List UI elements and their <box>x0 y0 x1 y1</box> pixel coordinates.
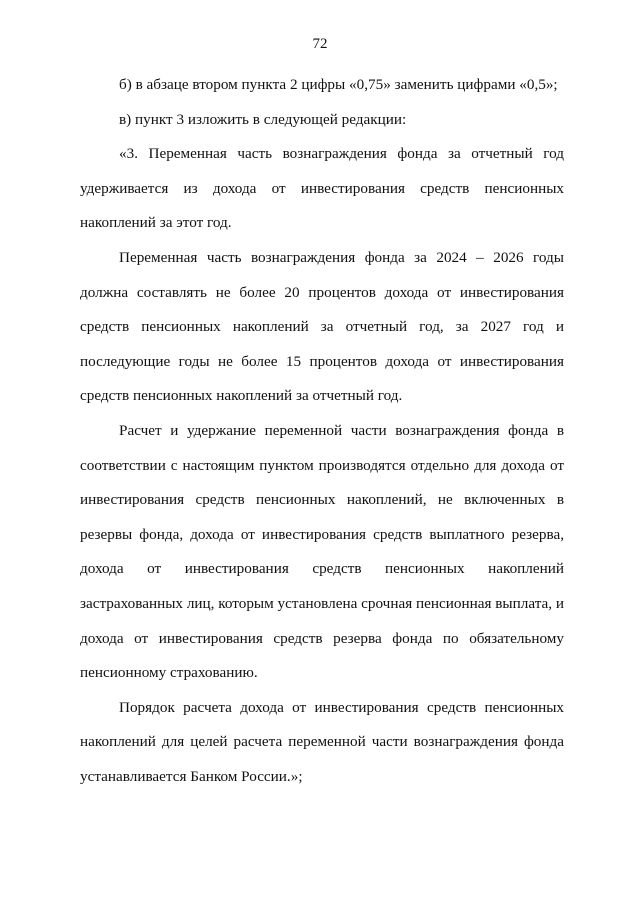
paragraph-bank-of-russia: Порядок расчета дохода от инвестирования средств пенсионных накоплений для целей расчета переменной части вознаграждения фонда устанавливается Банком России.»; <box>80 698 564 785</box>
paragraph-variable-part-limits: Переменная часть вознаграждения фонда за 2024 – 2026 годы должна составлять не более 20 процентов дохода от инвестирования средств пенсионных накоплений за отчетный год, за 2027 год и последующие годы не более 15 процентов дохода от инвестирования средств пенсионных накоплений за отчетный год. <box>80 248 564 405</box>
paragraph-calculation-separately: Расчет и удержание переменной части вознаграждения фонда в соответствии с настоящим пунктом производятся отдельно для дохода от инвестирования средств пенсионных накоплений, не включенных в резервы фонда, дохода от инвестирования средств выплатного резерва, дохода от инвестирования средств пенсионных накоплений застрахованных лиц, которым установлена срочная пенсионная выплата, и дохода от инвестирования средств резерва фонда по обязательному пенсионному страхованию. <box>80 421 564 682</box>
paragraph-clause-3: «3. Переменная часть вознаграждения фонда за отчетный год удерживается из дохода от инвестирования средств пенсионных накоплений за этот год. <box>80 145 564 232</box>
page-number: 72 <box>312 36 328 52</box>
paragraph-amendment-b: б) в абзаце втором пункта 2 цифры «0,75» заменить цифрами «0,5»; <box>119 76 558 93</box>
document-body <box>80 68 564 794</box>
paragraph-amendment-v: в) пункт 3 изложить в следующей редакции: <box>119 110 407 128</box>
